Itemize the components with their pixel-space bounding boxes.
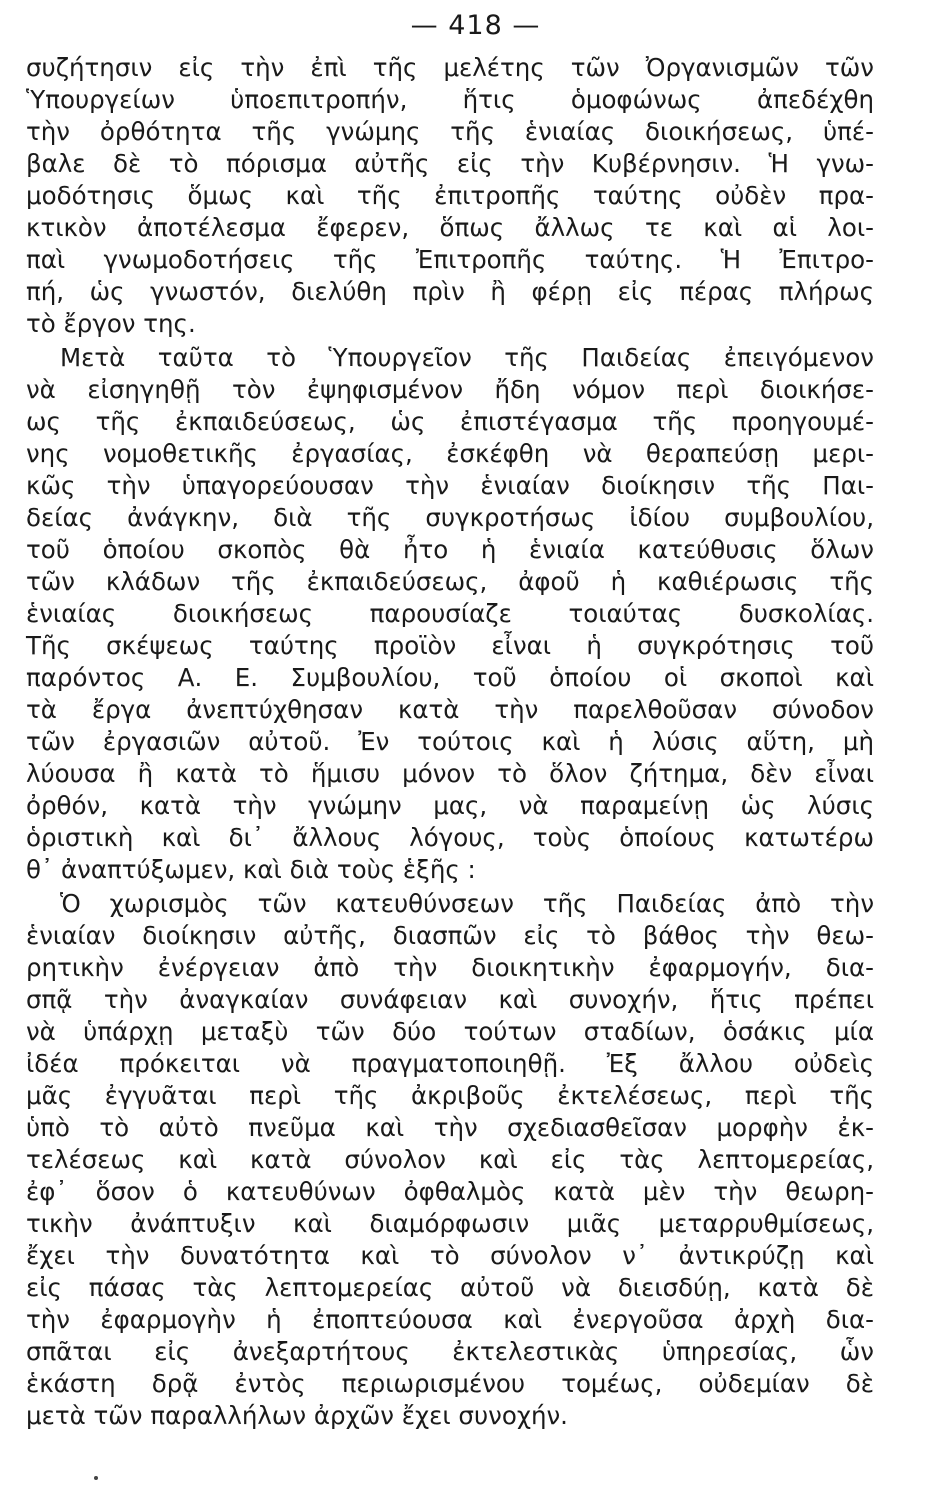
text-line: νὰ εἰσηγηθῇ τὸν ἐψηφισμένον ἤδη νόμον περὶ διοικήσε-	[26, 375, 874, 404]
text-line: τὰ ἔργα ἀνεπτύχθησαν κατὰ τὴν παρελθοῦσαν σύνοδον	[26, 695, 874, 724]
text-line: τὸ ἔργον της.	[26, 309, 196, 338]
text-line: σπᾷ τὴν ἀναγκαίαν συνάφειαν καὶ συνοχήν, ἥτις πρέπει	[26, 985, 874, 1014]
text-line: τελέσεως καὶ κατὰ σύνολον καὶ εἰς τὰς λεπτομερείας,	[26, 1145, 874, 1174]
text-line: τοῦ ὁποίου σκοπὸς θὰ ἦτο ἡ ἑνιαία κατεύθυσις ὅλων	[26, 535, 874, 564]
text-line: παὶ γνωμοδοτήσεις τῆς Ἐπιτροπῆς ταύτης. Ἡ Ἐπιτρο-	[26, 245, 874, 274]
text-line: παρόντος Α. Ε. Συμβουλίου, τοῦ ὁποίου οἱ σκοποὶ καὶ	[26, 663, 874, 692]
text-line: Ὁ χωρισμὸς τῶν κατευθύνσεων τῆς Παιδείας ἀπὸ τὴν	[60, 889, 874, 918]
text-line: συζήτησιν εἰς τὴν ἐπὶ τῆς μελέτης τῶν Ὀργανισμῶν τῶν	[26, 53, 874, 82]
ink-speck	[94, 1476, 98, 1480]
text-line: ρητικὴν ἐνέργειαν ἀπὸ τὴν διοικητικὴν ἐφαρμογήν, δια-	[26, 953, 874, 982]
body-text	[26, 52, 874, 1432]
text-line: Μετὰ ταῦτα τὸ Ὑπουργεῖον τῆς Παιδείας ἐπειγόμενον	[60, 343, 874, 372]
text-line: ἰδέα πρόκειται νὰ πραγματοποιηθῇ. Ἐξ ἄλλου οὐδεὶς	[26, 1049, 874, 1078]
text-line: ἑνιαίαν διοίκησιν αὐτῆς, διασπῶν εἰς τὸ βάθος τὴν θεω-	[26, 921, 874, 950]
text-line: δείας ἀνάγκην, διὰ τῆς συγκροτήσως ἰδίου συμβουλίου,	[26, 503, 874, 532]
paragraph-3	[26, 888, 874, 1432]
text-line: θ᾽ ἀναπτύξωμεν, καὶ διὰ τοὺς ἑξῆς :	[26, 855, 476, 884]
text-line: σπᾶται εἰς ἀνεξαρτήτους ἐκτελεστικὰς ὑπηρεσίας, ὧν	[26, 1337, 874, 1366]
text-line: μοδότησις ὅμως καὶ τῆς ἐπιτροπῆς ταύτης οὐδὲν πρα-	[26, 181, 874, 210]
text-line: εἰς πάσας τὰς λεπτομερείας αὐτοῦ νὰ διεισδύῃ, κατὰ δὲ	[26, 1273, 874, 1302]
paragraph-1	[26, 52, 874, 340]
text-line: ὀρθόν, κατὰ τὴν γνώμην μας, νὰ παραμείνῃ ὡς λύσις	[26, 791, 874, 820]
text-line: τῶν ἐργασιῶν αὐτοῦ. Ἐν τούτοις καὶ ἡ λύσις αὕτη, μὴ	[26, 727, 874, 756]
text-line: νης νομοθετικῆς ἐργασίας, ἐσκέφθη νὰ θεραπεύσῃ μερι-	[26, 439, 874, 468]
text-line: μετὰ τῶν παραλλήλων ἀρχῶν ἔχει συνοχήν.	[26, 1401, 568, 1430]
text-line: τικὴν ἀνάπτυξιν καὶ διαμόρφωσιν μιᾶς μεταρρυθμίσεως,	[26, 1209, 874, 1238]
text-line: ἑκάστη δρᾷ ἐντὸς περιωρισμένου τομέως, οὐδεμίαν δὲ	[26, 1369, 874, 1398]
text-line: ἑνιαίας διοικήσεως παρουσίαζε τοιαύτας δυσκολίας.	[26, 599, 874, 628]
page-number: — 418 —	[410, 10, 541, 41]
text-line: ἐφ᾽ ὅσον ὁ κατευθύνων ὀφθαλμὸς κατὰ μὲν τὴν θεωρη-	[26, 1177, 874, 1206]
text-line: ὑπὸ τὸ αὐτὸ πνεῦμα καὶ τὴν σχεδιασθεῖσαν μορφὴν ἐκ-	[26, 1113, 874, 1142]
text-line: κῶς τὴν ὑπαγορεύουσαν τὴν ἑνιαίαν διοίκησιν τῆς Παι-	[26, 471, 874, 500]
text-line: ὁριστικὴ καὶ δι᾽ ἄλλους λόγους, τοὺς ὁποίους κατωτέρω	[26, 823, 874, 852]
text-line: ως τῆς ἐκπαιδεύσεως, ὡς ἐπιστέγασμα τῆς προηγουμέ-	[26, 407, 874, 436]
paragraph-2	[26, 342, 874, 886]
text-line: πή, ὡς γνωστόν, διελύθη πρὶν ἢ φέρῃ εἰς πέρας πλήρως	[26, 277, 874, 306]
text-line: μᾶς ἐγγυᾶται περὶ τῆς ἀκριβοῦς ἐκτελέσεως, περὶ τῆς	[26, 1081, 874, 1110]
text-line: Τῆς σκέψεως ταύτης προϊὸν εἶναι ἡ συγκρότησις τοῦ	[26, 631, 874, 660]
text-line: βαλε δὲ τὸ πόρισμα αὐτῆς εἰς τὴν Κυβέρνησιν. Ἡ γνω-	[26, 149, 874, 178]
text-line: τὴν ὀρθότητα τῆς γνώμης τῆς ἑνιαίας διοικήσεως, ὑπέ-	[26, 117, 874, 146]
text-line: τὴν ἐφαρμογὴν ἡ ἐποπτεύουσα καὶ ἐνεργοῦσα ἀρχὴ δια-	[26, 1305, 874, 1334]
text-line: Ὑπουργείων ὑποεπιτροπήν, ἥτις ὁμοφώνως ἀπεδέχθη	[26, 85, 874, 114]
text-line: ἔχει τὴν δυνατότητα καὶ τὸ σύνολον ν᾽ ἀντικρύζῃ καὶ	[26, 1241, 874, 1270]
text-line: νὰ ὑπάρχῃ μεταξὺ τῶν δύο τούτων σταδίων, ὁσάκις μία	[26, 1017, 874, 1046]
text-line: κτικὸν ἀποτέλεσμα ἔφερεν, ὅπως ἄλλως τε καὶ αἱ λοι-	[26, 213, 874, 242]
text-line: τῶν κλάδων τῆς ἐκπαιδεύσεως, ἀφοῦ ἡ καθιέρωσις τῆς	[26, 567, 874, 596]
text-line: λύουσα ἢ κατὰ τὸ ἥμισυ μόνον τὸ ὅλον ζήτημα, δὲν εἶναι	[26, 759, 874, 788]
